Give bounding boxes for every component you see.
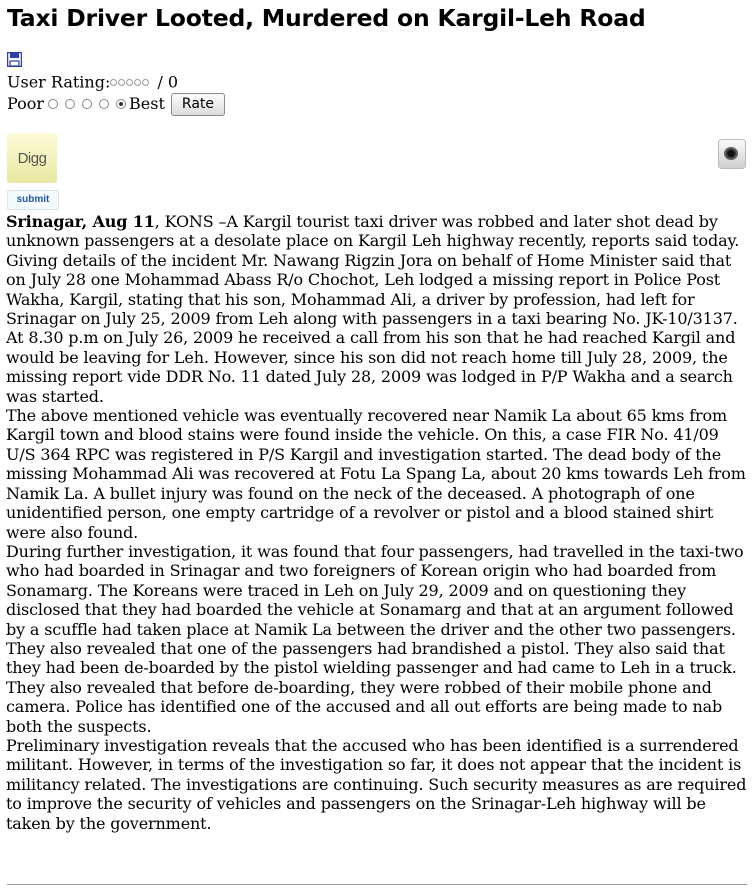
lead-text: , KONS –A Kargil tourist taxi driver was robbed and later shot dead by unknown passengers at a desolate place on Kargil Leh highway recently, reports said today. xyxy=(6,212,740,251)
lead-paragraph xyxy=(6,212,750,251)
rate-radio-3[interactable] xyxy=(82,99,92,109)
user-rating xyxy=(7,72,178,94)
rate-button[interactable]: Rate xyxy=(171,93,225,116)
rate-radio-1[interactable] xyxy=(48,99,58,109)
article-paragraph: Giving details of the incident Mr. Nawang Rigzin Jora on behalf of Home Minister said that on July 28 one Mohammad Abass R/o Chochot, Leh lodged a missing report in Police Post Wakha, Kargil, stating that his son, Mohammad Ali, a driver by profession, had left for Srinagar on July 25, 2009 from Leh along with passengers in a taxi bearing No. JK-10/3137. At 8.30 p.m on July 26, 2009 he received a call from his son that he had reached Kargil and would be leaving for Leh. However, since his son did not reach home till July 28, 2009, the missing report vide DDR No. 11 dated July 28, 2009 was lodged in P/P Wakha and a search was started. xyxy=(6,250,738,406)
save-icon[interactable] xyxy=(7,52,22,67)
star-icon xyxy=(110,79,117,86)
speaker-icon[interactable] xyxy=(718,139,746,169)
dateline: Srinagar, Aug 11 xyxy=(6,212,155,231)
speaker-cone xyxy=(724,147,738,160)
digg-logo[interactable]: Digg xyxy=(7,133,57,183)
digg-submit-button[interactable]: submit xyxy=(7,190,59,210)
article-paragraph: During further investigation, it was found that four passengers, had travelled in the taxi-two who had boarded in Srinagar and two foreigners of Korean origin who had boarded from Sonamarg. The Koreans were traced in Leh on July 29, 2009 and on questioning they disclosed that they had boarded the vehicle at Sonamarg and that at an argument followed by a scuffle had taken place at Namik La between the driver and the other two passengers. They also revealed that one of the passengers had brandished a pistol. They also said that they had been de-boarded by the pistol wielding passenger and had came to Leh in a truck. They also revealed that before de-boarding, they were robbed of their mobile phone and camera. Police has identified one of the accused and all out efforts are being made to nab both the suspects. xyxy=(6,541,744,736)
rate-radio-5[interactable] xyxy=(116,99,126,109)
rating-stars xyxy=(110,72,150,92)
rate-best-label: Best xyxy=(129,94,165,113)
user-rating-score: / 0 xyxy=(157,72,179,92)
user-rating-label: User Rating: xyxy=(7,72,111,92)
article-body xyxy=(6,212,750,833)
rate-radio-2[interactable] xyxy=(65,99,75,109)
star-icon xyxy=(118,79,125,86)
footer-divider xyxy=(7,884,747,885)
rate-form xyxy=(7,92,225,116)
rate-poor-label: Poor xyxy=(7,94,45,113)
rate-radio-4[interactable] xyxy=(99,99,109,109)
article-title: Taxi Driver Looted, Murdered on Kargil-Leh Road xyxy=(7,4,646,32)
star-icon xyxy=(142,79,149,86)
article-paragraph: The above mentioned vehicle was eventually recovered near Namik La about 65 kms from Kargil town and blood stains were found inside the vehicle. On this, a case FIR No. 41/09 U/S 364 RPC was registered in P/S Kargil and investigation started. The dead body of the missing Mohammad Ali was recovered at Fotu La Spang La, about 20 kms towards Leh from Namik La. A bullet injury was found on the neck of the deceased. A photograph of one unidentified person, one empty cartridge of a revolver or pistol and a blood stained shirt were also found. xyxy=(6,406,746,542)
article-paragraph: Preliminary investigation reveals that the accused who has been identified is a surrendered militant. However, in terms of the investigation so far, it does not appear that the incident is militancy related. The investigations are continuing. Such security measures as are required to improve the security of vehicles and passengers on the Srinagar-Leh highway will be taken by the government. xyxy=(6,735,747,833)
star-icon xyxy=(134,79,141,86)
star-icon xyxy=(126,79,133,86)
